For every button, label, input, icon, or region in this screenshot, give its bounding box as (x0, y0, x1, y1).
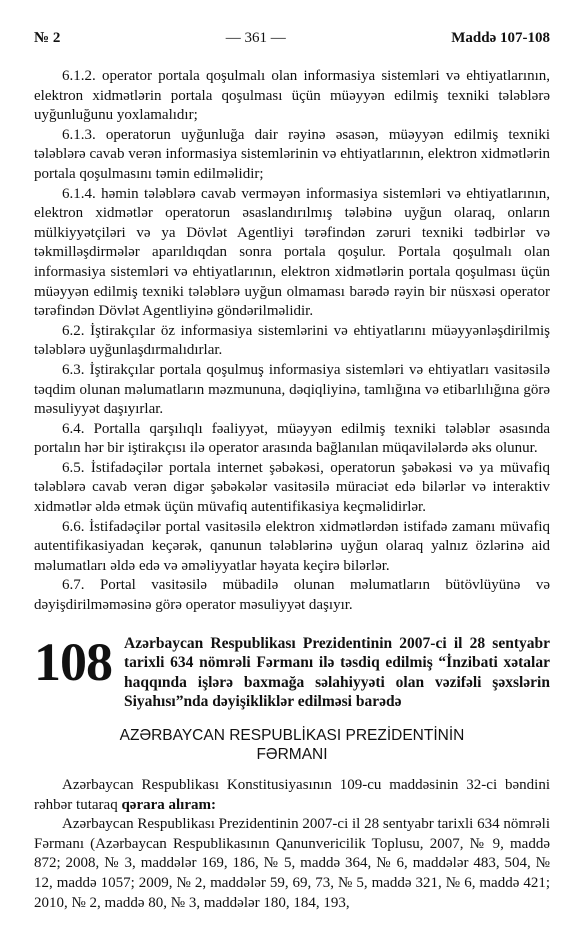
paragraph-6-1-2: 6.1.2. operator portala qoşulmalı olan informasiya sistemləri və ehtiyatlarının, elektron xidmətlərin portala qoşulması üçün müəyyən edilmiş texniki tələblərə uyğunluğunu yoxlamalıdır; (34, 68, 550, 124)
paragraph-6-2: 6.2. İştirakçılar öz informasiya sistemlərini və ehtiyatlarını müəyyənləşdirilmiş tələblərə uyğunlaşdırmalıdırlar. (34, 322, 550, 359)
decree-resolution: qərara alıram: (121, 796, 217, 813)
decree-intro (34, 776, 550, 815)
paragraph-6-7: 6.7. Portal vasitəsilə mübadilə olunan məlumatların bütövlüyünə və dəyişdirilməməsinə görə operator məsuliyyət daşıyır. (34, 577, 550, 614)
paragraph-6-1-3: 6.1.3. operatorun uyğunluğa dair rəyinə əsasən, müəyyən edilmiş texniki tələblərə cavab verən informasiya sistemlərinin və ehtiyatlarının, elektron xidmətlərin portala qoşulmasını təmin edilməlidir; (34, 126, 550, 182)
decree-heading (34, 726, 550, 764)
page-number: — 361 — (225, 30, 286, 46)
issue-number: № 2 (34, 30, 61, 46)
article-title: Azərbaycan Respublikası Prezidentinin 2007-ci il 28 sentyabr tarixli 634 nömrəli Fərmanı ilə təsdiq edilmiş “İnzibati xətalar haqqında işlərə baxmağa səlahiyyəti olan vəzifəli şəxslərin Siyahısı”nda dəyişikliklər edilməsi barədə (124, 634, 550, 711)
paragraph-6-4: 6.4. Portalla qarşılıqlı fəaliyyət, müəyyən edilmiş texniki tələblər əsasında portalın hər bir iştirakçısı ilə operator arasında bağlanılan müqavilələrdə əks olunur. (34, 420, 550, 457)
article-number: 108 (34, 631, 112, 692)
article-heading (34, 631, 550, 712)
decree-heading-line2: FƏRMANI (256, 746, 328, 763)
decree-body: Azərbaycan Respublikası Prezidentinin 2007-ci il 28 sentyabr tarixli 634 nömrəli Fərmanı (Azərbaycan Respublikasının Qanunvericilik Toplusu, 2007, № 9, maddə 872; 2008, № 3, maddələr 169, 186, № 5, maddə 364, № 6, maddələr 483, 504, № 12, maddə 1057; 2009, № 2, maddələr 59, 69, 73, № 5, maddə 321, № 6, maddə 421; 2010, № 2, maddə 80, № 3, maddələr 180, 184, 193, (34, 816, 550, 911)
paragraph-6-1-4: 6.1.4. həmin tələblərə cavab verməyən informasiya sistemləri və ehtiyatlarının, elektron xidmətlər operatorun əsaslandırılmış tələbinə uyğun olaraq, onların mülkiyyətçiləri və ya Dövlət Agentliyi tərəfindən zəruri texniki tədbirlər və təkmilləşdirmələr aparıldıqdan sonra portala qoşulur. Portala qoşulmalı olan informasiya sistemləri və ehtiyatlarının, elektron xidmətlərin portala qoşulması üçün müəyyən edilmiş texniki tələblərə uyğun olmaması barədə rəyin bir nüsxəsi operator tərəfindən Dövlət Agentliyinə göndərilməlidir. (34, 185, 550, 320)
page-header (34, 30, 550, 47)
decree-heading-line1: AZƏRBAYCAN RESPUBLİKASI PREZİDENTİNİN (119, 727, 465, 744)
paragraph-6-3: 6.3. İştirakçılar portala qoşulmuş informasiya sistemləri və ehtiyatları vasitəsilə təqdim olunan məlumatların məzmununa, dəqiqliyinə, tamlığına və etibarlılığına görə məsuliyyət daşıyırlar. (34, 361, 550, 418)
paragraph-6-6: 6.6. İstifadəçilər portal vasitəsilə elektron xidmətlərdən istifadə zamanı müvafiq autentifikasiyadan keçərək, qanunun tələblərinə uyğun olaraq yalnız özlərinə aid məlumatları əldə edə və əməliyyatlar həyata keçirə bilərlər. (34, 518, 550, 574)
decree-intro-text: Azərbaycan Respublikası Konstitusiyasının 109-cu maddəsinin 32-ci bəndini rəhbər tutaraq (34, 777, 550, 813)
article-range: Maddə 107-108 (451, 30, 550, 46)
paragraph-6-5: 6.5. İstifadəçilər portala internet şəbəkəsi, operatorun şəbəkəsi və ya müvafiq tələblərə cavab verən digər şəbəkələr vasitəsilə müraciət edə bilərlər və interaktiv xidmətlər əldə etmək üçün müvafiq autentifikasiya keçməlidirlər. (34, 459, 550, 516)
